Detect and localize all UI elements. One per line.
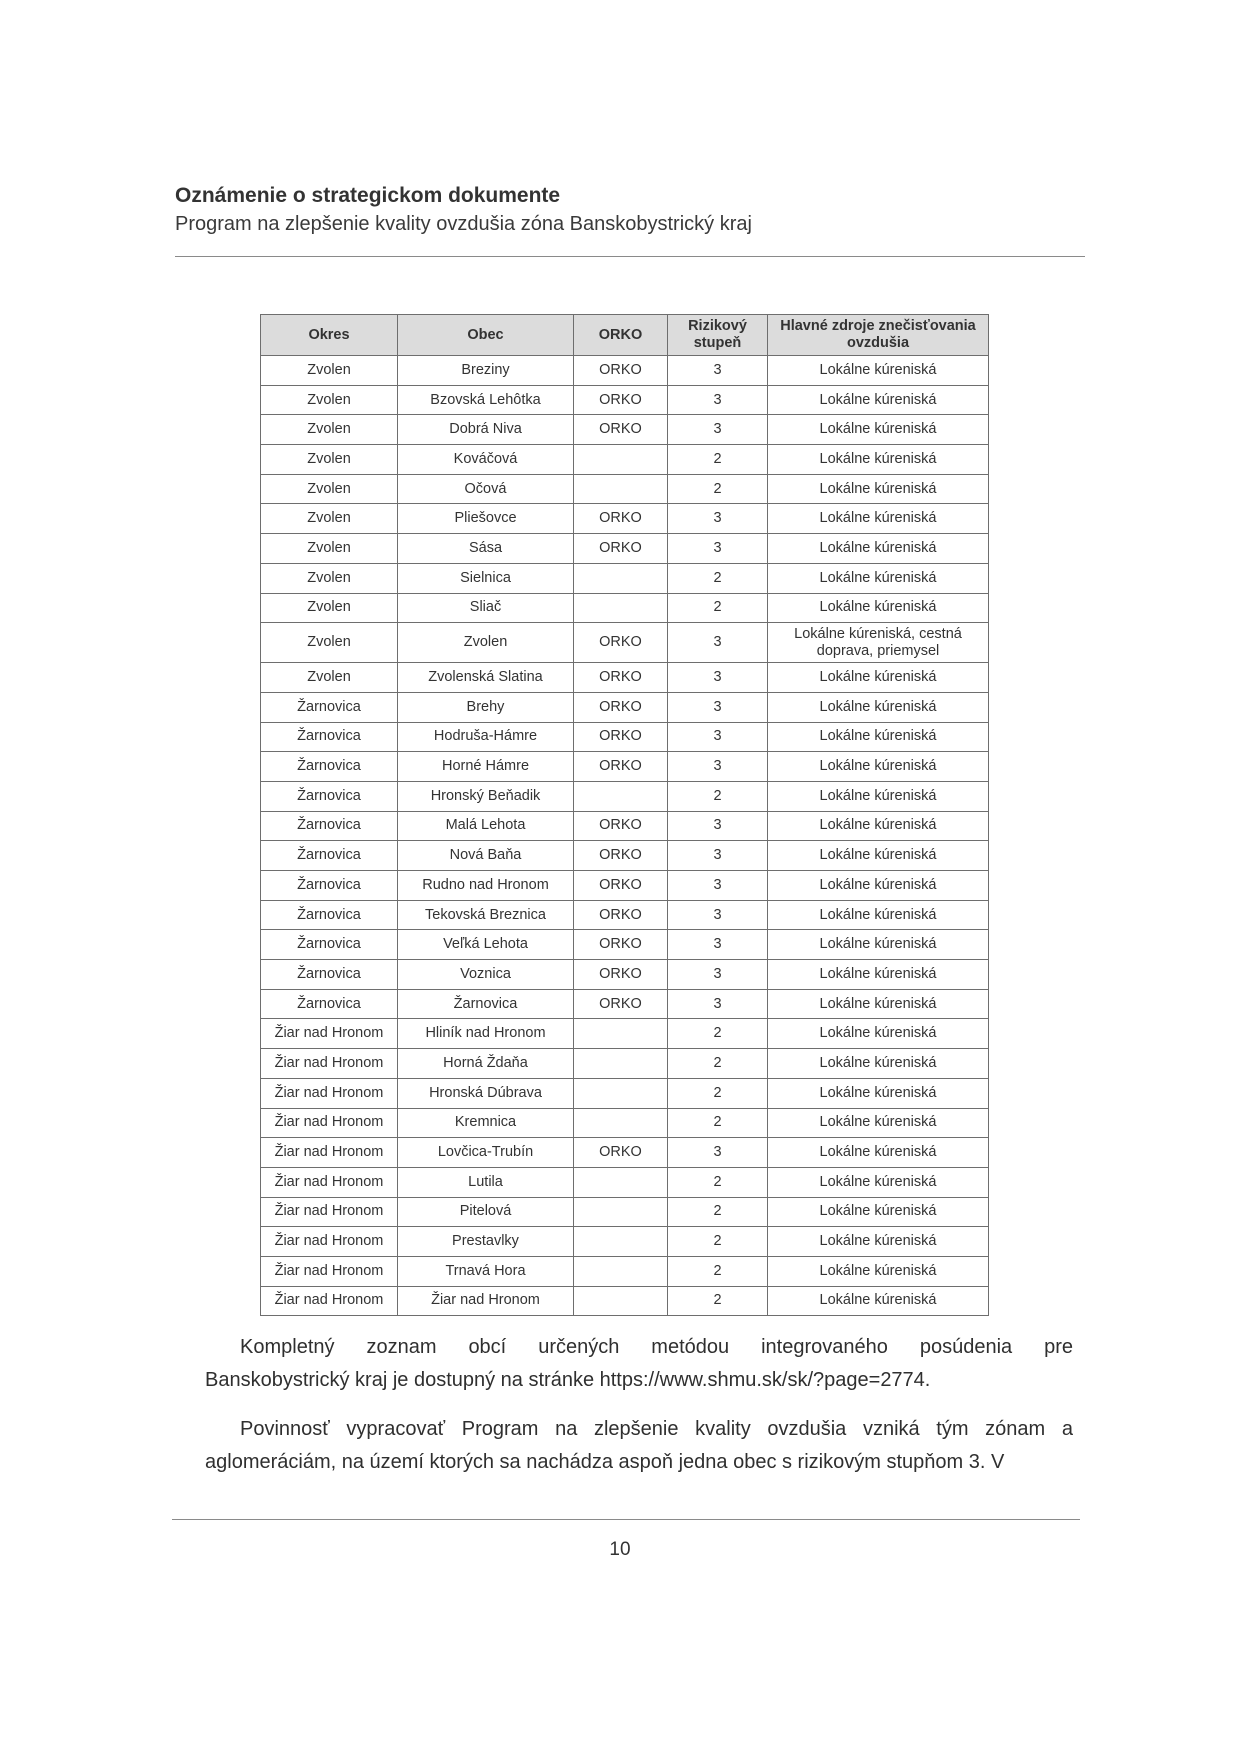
municipality-risk-table [260, 314, 989, 1316]
cell-hlavne-zdroje: Lokálne kúreniská [768, 811, 989, 841]
column-header-obec: Obec [398, 315, 574, 356]
cell-okres: Žiar nad Hronom [261, 1049, 398, 1079]
cell-okres: Zvolen [261, 593, 398, 623]
cell-orko [574, 781, 668, 811]
table-row [261, 811, 989, 841]
cell-obec: Zvolenská Slatina [398, 663, 574, 693]
cell-obec: Hronská Dúbrava [398, 1078, 574, 1108]
cell-okres: Žarnovica [261, 811, 398, 841]
cell-hlavne-zdroje: Lokálne kúreniská [768, 1167, 989, 1197]
cell-okres: Žiar nad Hronom [261, 1227, 398, 1257]
table-row [261, 623, 989, 663]
cell-okres: Žarnovica [261, 930, 398, 960]
cell-hlavne-zdroje: Lokálne kúreniská [768, 1227, 989, 1257]
cell-hlavne-zdroje: Lokálne kúreniská [768, 504, 989, 534]
cell-hlavne-zdroje: Lokálne kúreniská [768, 752, 989, 782]
cell-orko: ORKO [574, 663, 668, 693]
cell-rizikovy-stupen: 3 [668, 504, 768, 534]
cell-okres: Zvolen [261, 356, 398, 386]
cell-rizikovy-stupen: 2 [668, 1049, 768, 1079]
cell-rizikovy-stupen: 2 [668, 1286, 768, 1316]
cell-obec: Hronský Beňadik [398, 781, 574, 811]
cell-hlavne-zdroje: Lokálne kúreniská [768, 445, 989, 475]
cell-okres: Zvolen [261, 385, 398, 415]
cell-rizikovy-stupen: 2 [668, 1227, 768, 1257]
cell-hlavne-zdroje: Lokálne kúreniská [768, 1019, 989, 1049]
cell-rizikovy-stupen: 2 [668, 563, 768, 593]
cell-okres: Žiar nad Hronom [261, 1256, 398, 1286]
column-header-rizikovy-stupen: Rizikový stupeň [668, 315, 768, 356]
cell-hlavne-zdroje: Lokálne kúreniská [768, 1049, 989, 1079]
cell-okres: Žarnovica [261, 781, 398, 811]
cell-okres: Žiar nad Hronom [261, 1138, 398, 1168]
cell-obec: Nová Baňa [398, 841, 574, 871]
cell-rizikovy-stupen: 3 [668, 534, 768, 564]
cell-hlavne-zdroje: Lokálne kúreniská [768, 1078, 989, 1108]
cell-okres: Žiar nad Hronom [261, 1167, 398, 1197]
cell-rizikovy-stupen: 3 [668, 663, 768, 693]
table-row [261, 722, 989, 752]
cell-rizikovy-stupen: 3 [668, 930, 768, 960]
cell-orko: ORKO [574, 385, 668, 415]
cell-orko [574, 1197, 668, 1227]
cell-okres: Žarnovica [261, 960, 398, 990]
cell-obec: Hliník nad Hronom [398, 1019, 574, 1049]
cell-rizikovy-stupen: 2 [668, 1197, 768, 1227]
cell-rizikovy-stupen: 2 [668, 474, 768, 504]
table-row [261, 900, 989, 930]
cell-okres: Zvolen [261, 504, 398, 534]
column-header-hlavne-zdroje: Hlavné zdroje znečisťovania ovzdušia [768, 315, 989, 356]
table-row [261, 1108, 989, 1138]
cell-hlavne-zdroje: Lokálne kúreniská [768, 841, 989, 871]
cell-rizikovy-stupen: 3 [668, 356, 768, 386]
cell-orko: ORKO [574, 1138, 668, 1168]
cell-hlavne-zdroje: Lokálne kúreniská [768, 415, 989, 445]
table-row [261, 1078, 989, 1108]
cell-rizikovy-stupen: 3 [668, 989, 768, 1019]
cell-obec: Veľká Lehota [398, 930, 574, 960]
paragraph-line: aglomeráciám, na území ktorých sa nachádza aspoň jedna obec s rizikovým stupňom 3. V [205, 1451, 1005, 1473]
cell-rizikovy-stupen: 3 [668, 692, 768, 722]
table-row [261, 989, 989, 1019]
cell-obec: Sielnica [398, 563, 574, 593]
cell-orko [574, 1227, 668, 1257]
column-header-orko: ORKO [574, 315, 668, 356]
cell-orko: ORKO [574, 989, 668, 1019]
cell-obec: Rudno nad Hronom [398, 871, 574, 901]
cell-orko [574, 1108, 668, 1138]
footer-divider [172, 1519, 1080, 1520]
document-subtitle: Program na zlepšenie kvality ovzdušia zóna Banskobystrický kraj [175, 213, 752, 235]
cell-rizikovy-stupen: 3 [668, 1138, 768, 1168]
cell-obec: Lutila [398, 1167, 574, 1197]
cell-orko [574, 1286, 668, 1316]
cell-rizikovy-stupen: 2 [668, 781, 768, 811]
cell-hlavne-zdroje: Lokálne kúreniská [768, 692, 989, 722]
cell-rizikovy-stupen: 3 [668, 722, 768, 752]
table-row [261, 871, 989, 901]
cell-orko: ORKO [574, 415, 668, 445]
cell-rizikovy-stupen: 3 [668, 385, 768, 415]
table-row [261, 1227, 989, 1257]
table-row [261, 415, 989, 445]
cell-hlavne-zdroje: Lokálne kúreniská [768, 1256, 989, 1286]
cell-obec: Žarnovica [398, 989, 574, 1019]
cell-obec: Horné Hámre [398, 752, 574, 782]
cell-orko: ORKO [574, 356, 668, 386]
cell-rizikovy-stupen: 2 [668, 1078, 768, 1108]
cell-orko: ORKO [574, 930, 668, 960]
table-body [261, 356, 989, 1316]
table-row [261, 930, 989, 960]
header-divider [175, 256, 1085, 257]
table-row [261, 1138, 989, 1168]
cell-rizikovy-stupen: 2 [668, 1256, 768, 1286]
cell-okres: Žarnovica [261, 692, 398, 722]
cell-orko: ORKO [574, 534, 668, 564]
cell-hlavne-zdroje: Lokálne kúreniská, cestná doprava, priemysel [768, 623, 989, 663]
cell-orko: ORKO [574, 623, 668, 663]
cell-orko [574, 593, 668, 623]
table-header-row [261, 315, 989, 356]
cell-rizikovy-stupen: 3 [668, 623, 768, 663]
cell-obec: Brehy [398, 692, 574, 722]
cell-hlavne-zdroje: Lokálne kúreniská [768, 989, 989, 1019]
cell-hlavne-zdroje: Lokálne kúreniská [768, 385, 989, 415]
paragraph-obligation [205, 1413, 1073, 1479]
cell-obec: Zvolen [398, 623, 574, 663]
table-row [261, 752, 989, 782]
table-row [261, 692, 989, 722]
table-row [261, 781, 989, 811]
cell-okres: Žarnovica [261, 722, 398, 752]
cell-okres: Žiar nad Hronom [261, 1019, 398, 1049]
cell-obec: Sliač [398, 593, 574, 623]
document-title: Oznámenie o strategickom dokumente [175, 184, 561, 207]
table-row [261, 663, 989, 693]
table-row [261, 445, 989, 475]
cell-rizikovy-stupen: 3 [668, 871, 768, 901]
cell-orko: ORKO [574, 900, 668, 930]
table-row [261, 1197, 989, 1227]
cell-orko: ORKO [574, 752, 668, 782]
cell-obec: Voznica [398, 960, 574, 990]
cell-orko [574, 474, 668, 504]
cell-obec: Dobrá Niva [398, 415, 574, 445]
table-row [261, 504, 989, 534]
cell-hlavne-zdroje: Lokálne kúreniská [768, 781, 989, 811]
cell-hlavne-zdroje: Lokálne kúreniská [768, 593, 989, 623]
cell-obec: Breziny [398, 356, 574, 386]
table-row [261, 356, 989, 386]
cell-orko [574, 1256, 668, 1286]
cell-obec: Pitelová [398, 1197, 574, 1227]
cell-orko: ORKO [574, 811, 668, 841]
cell-orko [574, 445, 668, 475]
table-row [261, 1049, 989, 1079]
table-row [261, 474, 989, 504]
cell-okres: Zvolen [261, 663, 398, 693]
table-row [261, 1167, 989, 1197]
document-header [175, 183, 1085, 237]
cell-hlavne-zdroje: Lokálne kúreniská [768, 534, 989, 564]
cell-obec: Kováčová [398, 445, 574, 475]
table-row [261, 1019, 989, 1049]
cell-okres: Žarnovica [261, 871, 398, 901]
cell-obec: Sása [398, 534, 574, 564]
cell-rizikovy-stupen: 2 [668, 445, 768, 475]
cell-rizikovy-stupen: 3 [668, 415, 768, 445]
cell-okres: Žarnovica [261, 900, 398, 930]
cell-obec: Trnavá Hora [398, 1256, 574, 1286]
cell-hlavne-zdroje: Lokálne kúreniská [768, 663, 989, 693]
paragraph-complete-list [205, 1331, 1073, 1397]
cell-okres: Zvolen [261, 623, 398, 663]
page-number: 10 [609, 1539, 631, 1560]
table-row [261, 385, 989, 415]
cell-rizikovy-stupen: 3 [668, 811, 768, 841]
table-row [261, 841, 989, 871]
paragraph-line: Kompletný zoznam obcí určených metódou integrovaného posúdenia pre [240, 1336, 1073, 1358]
cell-obec: Prestavlky [398, 1227, 574, 1257]
cell-okres: Žarnovica [261, 989, 398, 1019]
cell-okres: Žiar nad Hronom [261, 1108, 398, 1138]
cell-orko: ORKO [574, 692, 668, 722]
table-row [261, 1256, 989, 1286]
cell-orko: ORKO [574, 841, 668, 871]
cell-hlavne-zdroje: Lokálne kúreniská [768, 871, 989, 901]
cell-rizikovy-stupen: 3 [668, 752, 768, 782]
cell-okres: Žiar nad Hronom [261, 1078, 398, 1108]
cell-obec: Bzovská Lehôtka [398, 385, 574, 415]
column-header-okres: Okres [261, 315, 398, 356]
paragraph-line: Banskobystrický kraj je dostupný na stránke https://www.shmu.sk/sk/?page=2774. [205, 1369, 931, 1391]
cell-obec: Očová [398, 474, 574, 504]
cell-okres: Žarnovica [261, 841, 398, 871]
cell-okres: Zvolen [261, 563, 398, 593]
cell-obec: Žiar nad Hronom [398, 1286, 574, 1316]
cell-obec: Hodruša-Hámre [398, 722, 574, 752]
cell-okres: Zvolen [261, 415, 398, 445]
cell-hlavne-zdroje: Lokálne kúreniská [768, 900, 989, 930]
cell-obec: Tekovská Breznica [398, 900, 574, 930]
cell-rizikovy-stupen: 3 [668, 841, 768, 871]
cell-obec: Pliešovce [398, 504, 574, 534]
cell-hlavne-zdroje: Lokálne kúreniská [768, 930, 989, 960]
cell-rizikovy-stupen: 3 [668, 900, 768, 930]
cell-orko: ORKO [574, 722, 668, 752]
cell-rizikovy-stupen: 3 [668, 960, 768, 990]
cell-rizikovy-stupen: 2 [668, 1019, 768, 1049]
cell-orko: ORKO [574, 960, 668, 990]
cell-orko [574, 1078, 668, 1108]
cell-hlavne-zdroje: Lokálne kúreniská [768, 1108, 989, 1138]
cell-obec: Horná Ždaňa [398, 1049, 574, 1079]
cell-orko: ORKO [574, 504, 668, 534]
cell-obec: Kremnica [398, 1108, 574, 1138]
cell-obec: Malá Lehota [398, 811, 574, 841]
cell-rizikovy-stupen: 2 [668, 1108, 768, 1138]
cell-okres: Zvolen [261, 534, 398, 564]
cell-obec: Lovčica-Trubín [398, 1138, 574, 1168]
paragraph-line: Povinnosť vypracovať Program na zlepšenie kvality ovzdušia vzniká tým zónam a [240, 1418, 1073, 1440]
cell-hlavne-zdroje: Lokálne kúreniská [768, 722, 989, 752]
cell-orko [574, 1019, 668, 1049]
cell-okres: Zvolen [261, 445, 398, 475]
cell-hlavne-zdroje: Lokálne kúreniská [768, 563, 989, 593]
cell-hlavne-zdroje: Lokálne kúreniská [768, 1286, 989, 1316]
table-row [261, 593, 989, 623]
table-row [261, 534, 989, 564]
cell-okres: Zvolen [261, 474, 398, 504]
cell-okres: Žiar nad Hronom [261, 1197, 398, 1227]
cell-rizikovy-stupen: 2 [668, 1167, 768, 1197]
table-row [261, 1286, 989, 1316]
table-row [261, 563, 989, 593]
cell-orko [574, 563, 668, 593]
cell-okres: Žiar nad Hronom [261, 1286, 398, 1316]
cell-orko [574, 1167, 668, 1197]
cell-hlavne-zdroje: Lokálne kúreniská [768, 1197, 989, 1227]
cell-hlavne-zdroje: Lokálne kúreniská [768, 960, 989, 990]
cell-orko [574, 1049, 668, 1079]
cell-orko: ORKO [574, 871, 668, 901]
cell-okres: Žarnovica [261, 752, 398, 782]
cell-hlavne-zdroje: Lokálne kúreniská [768, 474, 989, 504]
cell-hlavne-zdroje: Lokálne kúreniská [768, 1138, 989, 1168]
cell-rizikovy-stupen: 2 [668, 593, 768, 623]
cell-hlavne-zdroje: Lokálne kúreniská [768, 356, 989, 386]
table-row [261, 960, 989, 990]
